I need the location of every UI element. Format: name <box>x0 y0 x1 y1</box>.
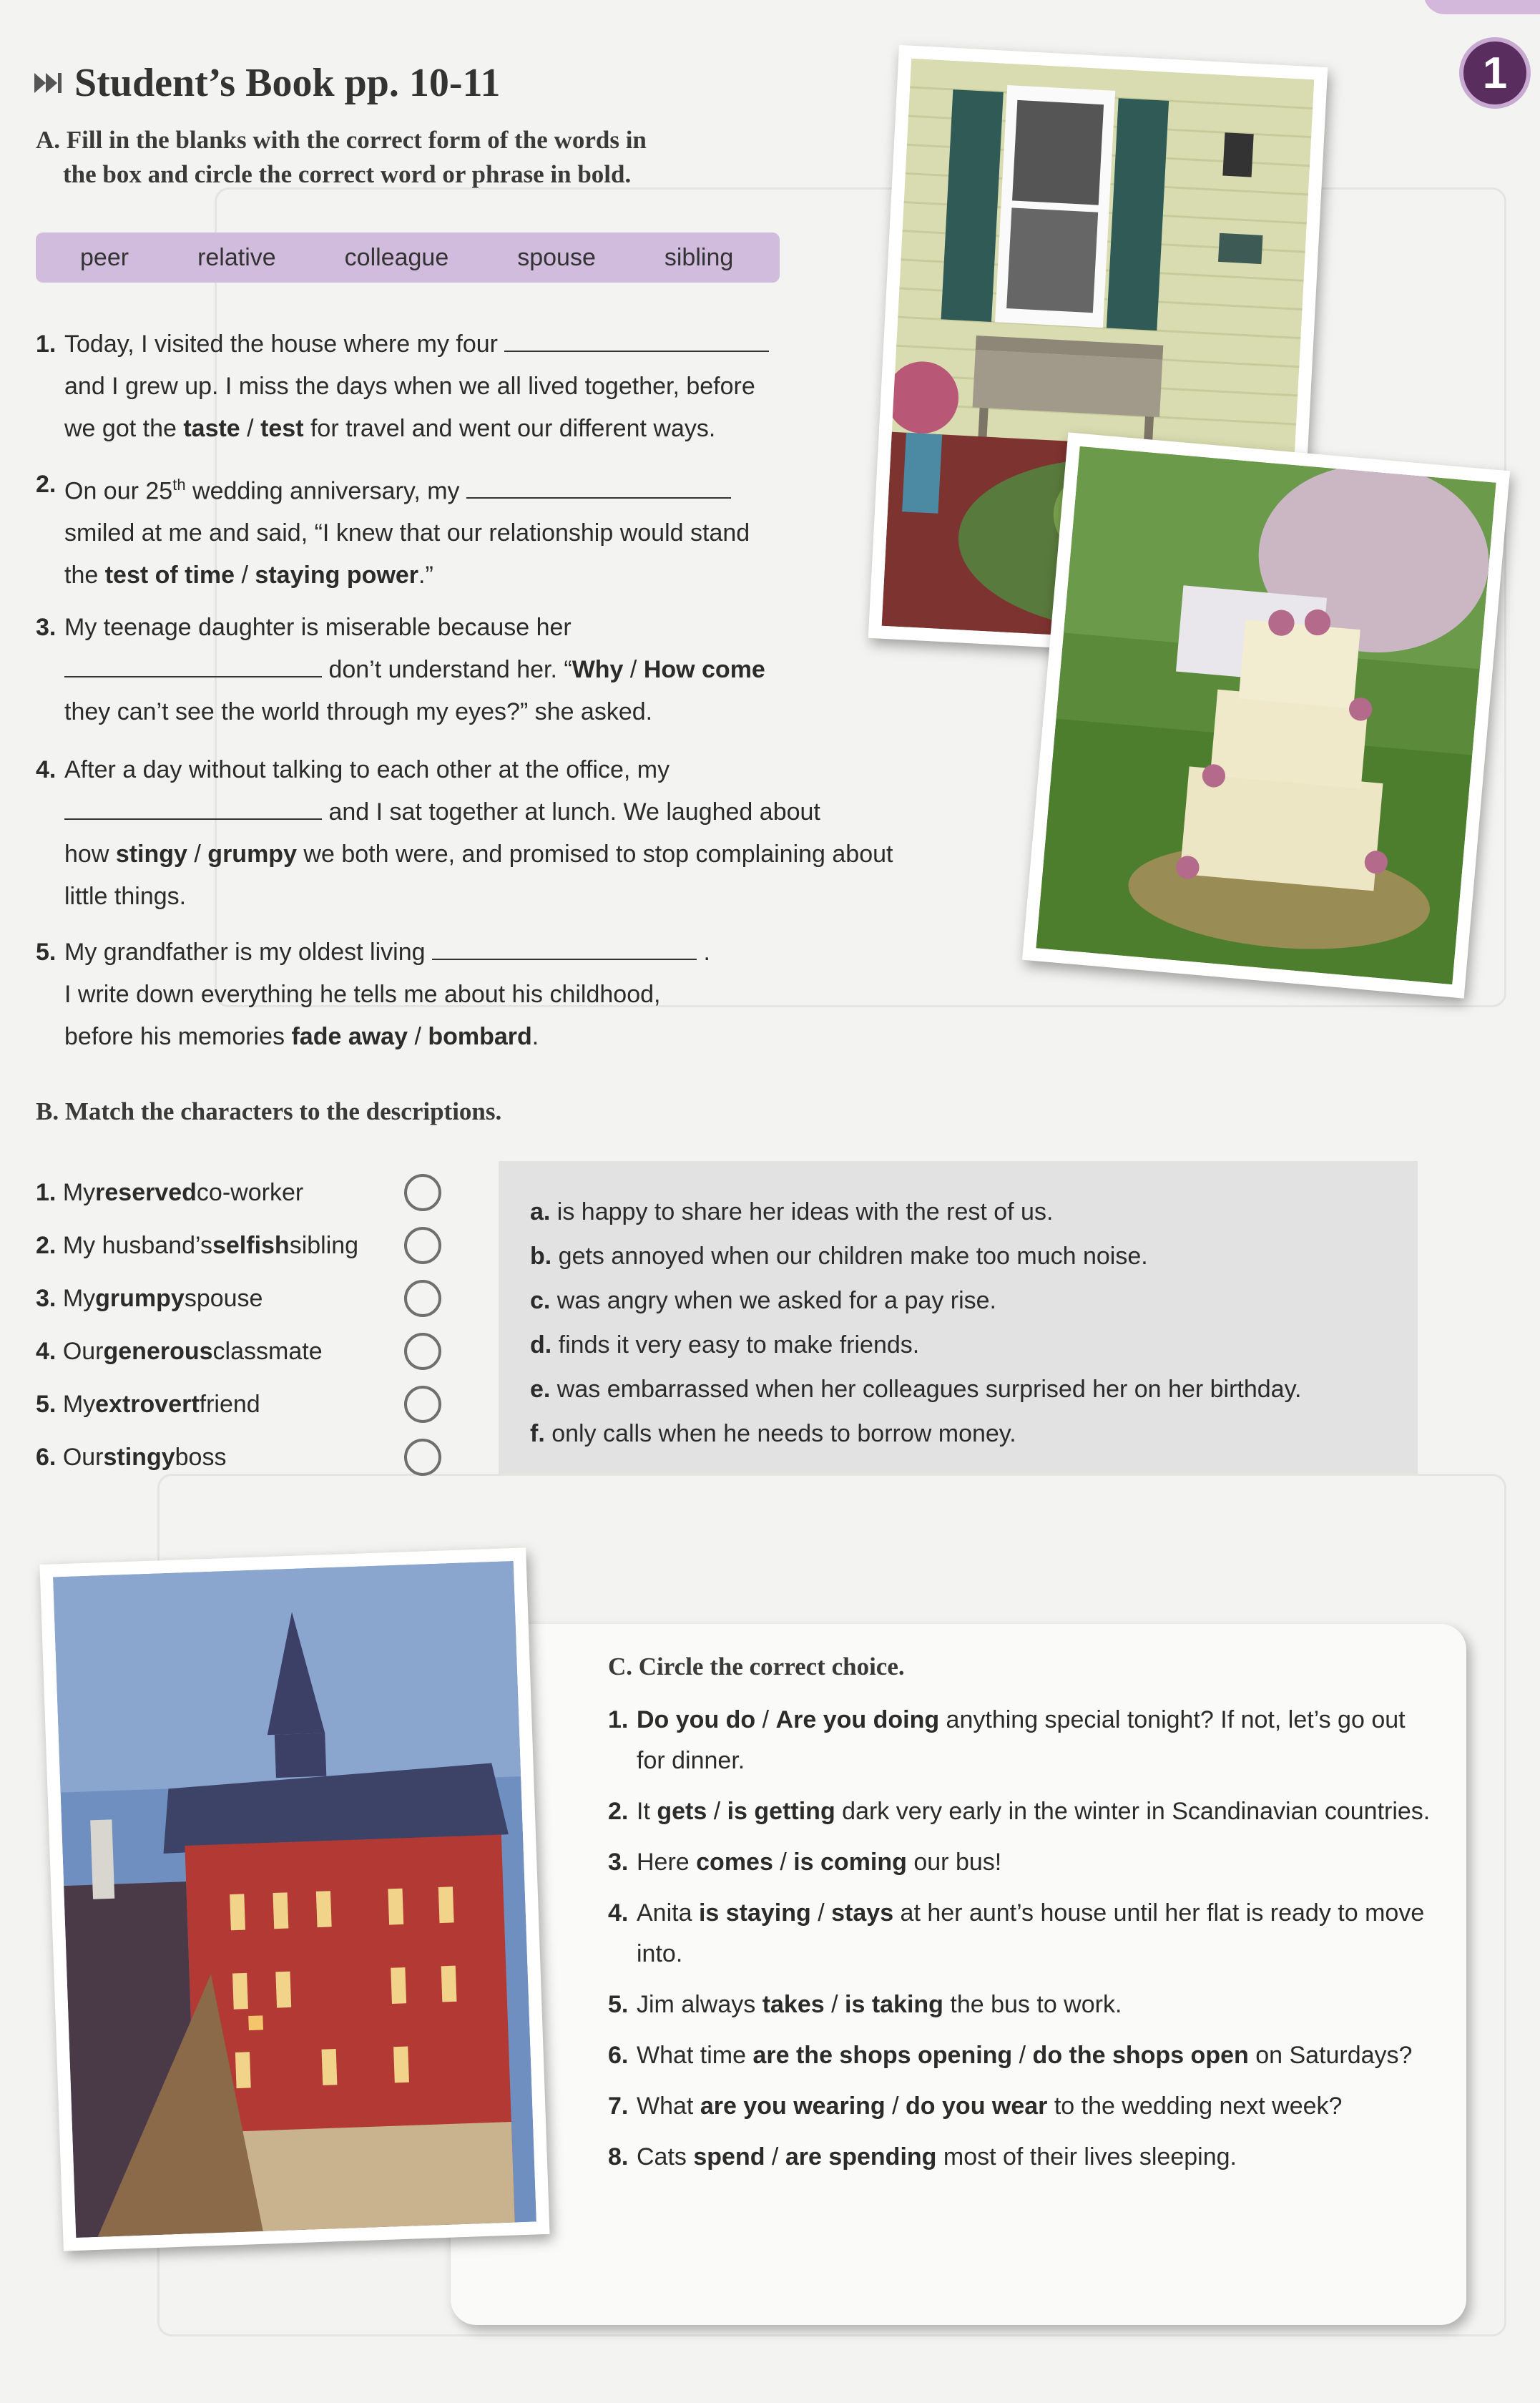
item-number: 5. <box>36 1390 57 1418</box>
question-text: / <box>707 1798 727 1825</box>
answer-circle[interactable] <box>404 1280 441 1317</box>
word-box-item: sibling <box>664 243 734 271</box>
q4-text: we both were, and promised to stop complaining about <box>296 841 893 868</box>
question-text: Anita <box>637 1899 699 1927</box>
characters-list <box>36 1166 358 1484</box>
section-c <box>608 1653 1431 2188</box>
answer-circle[interactable] <box>404 1174 441 1211</box>
question-number: 2. <box>608 1798 629 1825</box>
question-text: / <box>824 1991 845 2018</box>
question-text: / <box>885 2093 906 2120</box>
choice-separator: / <box>235 562 255 589</box>
description-text: finds it very easy to make friends. <box>551 1331 920 1359</box>
character-text: Our <box>62 1443 104 1471</box>
choice-option[interactable]: test of time <box>104 562 235 589</box>
item-number: 1. <box>36 1178 57 1206</box>
question-number: 6. <box>608 2042 629 2069</box>
choice-option[interactable]: are you wearing <box>700 2093 886 2120</box>
character-text: friend <box>199 1390 260 1418</box>
choice-option[interactable]: stingy <box>115 841 187 868</box>
character-text: My <box>62 1390 96 1418</box>
character-item <box>36 1325 358 1378</box>
choice-option[interactable]: do the shops open <box>1032 2042 1249 2069</box>
section-b-instruction: B. Match the characters to the descriptions. <box>36 1097 502 1125</box>
question-text: on Saturdays? <box>1248 2042 1413 2069</box>
character-item <box>36 1272 358 1325</box>
description-letter: a. <box>530 1198 551 1225</box>
section-c-instruction: C. Circle the correct choice. <box>608 1653 905 1680</box>
character-adjective: extrovert <box>95 1390 200 1418</box>
choice-question <box>608 1700 1431 1781</box>
q3-line1: My teenage daughter is miserable because her <box>64 614 572 641</box>
description-text: was embarrassed when her colleagues surprised her on her birthday. <box>550 1376 1302 1403</box>
choice-option[interactable]: bombard <box>428 1023 532 1050</box>
choice-separator: / <box>623 656 644 683</box>
question-number: 1. <box>36 331 57 358</box>
fill-blank-3[interactable] <box>64 655 322 677</box>
question-text: What <box>637 2093 700 2120</box>
question-number: 4. <box>36 756 57 783</box>
question-text: / <box>755 1706 776 1733</box>
choice-separator: / <box>240 415 261 442</box>
character-text: My husband’s <box>62 1231 212 1259</box>
choice-question <box>608 1842 1431 1883</box>
choice-option[interactable]: gets <box>657 1798 707 1825</box>
question-a5 <box>36 931 894 1058</box>
choice-option[interactable]: is staying <box>698 1899 811 1927</box>
descriptions-box <box>499 1161 1418 1474</box>
character-item <box>36 1166 358 1219</box>
choice-option[interactable]: taste <box>183 415 240 442</box>
character-adjective: reserved <box>95 1178 197 1206</box>
description-letter: b. <box>530 1243 552 1270</box>
item-number: 3. <box>36 1284 57 1312</box>
q4-text: how <box>64 841 116 868</box>
description-letter: d. <box>530 1331 552 1359</box>
q4-line4: little things. <box>64 883 187 910</box>
section-c-items <box>608 1700 1431 2178</box>
choice-option[interactable]: test <box>260 415 304 442</box>
question-number: 1. <box>608 1706 629 1733</box>
description-text: only calls when he needs to borrow money. <box>544 1420 1016 1447</box>
choice-option[interactable]: Are you doing <box>775 1706 940 1733</box>
q5-text: before his memories <box>64 1023 292 1050</box>
unit-badge <box>1459 37 1531 109</box>
q3-text: don’t understand her. “ <box>322 656 572 683</box>
choice-question <box>608 1893 1431 1974</box>
character-item <box>36 1378 358 1431</box>
item-number: 4. <box>36 1337 57 1365</box>
choice-option[interactable]: spend <box>693 2143 765 2170</box>
question-a3 <box>36 607 894 733</box>
wedding-cake-photo <box>1022 432 1510 998</box>
character-adjective: grumpy <box>95 1284 185 1312</box>
q2-text: On our 25 <box>64 477 173 505</box>
word-box-item: colleague <box>344 243 449 271</box>
question-text: to the wedding next week? <box>1047 2093 1343 2120</box>
description-text: gets annoyed when our children make too much noise. <box>551 1243 1148 1270</box>
choice-option[interactable]: are the shops opening <box>752 2042 1013 2069</box>
choice-question <box>608 2086 1431 2127</box>
page-title-text: Student’s Book pp. 10-11 <box>74 61 501 105</box>
q2-line2: smiled at me and said, “I knew that our relationship would stand <box>64 519 750 547</box>
question-number: 5. <box>36 939 57 966</box>
q2-superscript: th <box>172 476 186 494</box>
answer-circle[interactable] <box>404 1333 441 1370</box>
choice-question <box>608 1791 1431 1832</box>
q1-text: for travel and went our different ways. <box>303 415 716 442</box>
question-text: / <box>773 1849 794 1876</box>
question-text: anything special tonight? If not, let’s go out for dinner. <box>637 1706 1406 1774</box>
description-item <box>530 1323 1418 1367</box>
choice-option[interactable]: grumpy <box>207 841 297 868</box>
question-text: at her aunt’s house until her flat is ready to move into. <box>637 1899 1425 1967</box>
choice-option[interactable]: Do you do <box>637 1706 756 1733</box>
question-text: What time <box>637 2042 753 2069</box>
question-text: the bus to work. <box>943 1991 1122 2018</box>
description-item <box>530 1278 1418 1323</box>
word-box <box>36 233 780 283</box>
description-letter: f. <box>530 1420 545 1447</box>
question-text: / <box>765 2143 785 2170</box>
fill-blank-2[interactable] <box>466 476 731 499</box>
q2-text: wedding anniversary, my <box>185 477 460 505</box>
q5-text: . <box>703 939 710 966</box>
question-number: 2. <box>36 471 57 498</box>
choice-option[interactable]: is getting <box>727 1798 835 1825</box>
character-text: sibling <box>289 1231 359 1259</box>
q5-text: My grandfather is my oldest living <box>64 939 426 966</box>
choice-separator: / <box>187 841 208 868</box>
question-a2 <box>36 464 894 597</box>
character-adjective: stingy <box>103 1443 175 1471</box>
item-number: 6. <box>36 1443 57 1471</box>
answer-circle[interactable] <box>404 1386 441 1423</box>
question-text: Jim always <box>637 1991 762 2018</box>
question-text: Here <box>637 1849 697 1876</box>
choice-option[interactable]: Why <box>572 656 624 683</box>
q1-line1: Today, I visited the house where my four <box>64 331 499 358</box>
word-box-item: spouse <box>517 243 596 271</box>
question-number: 8. <box>608 2143 629 2170</box>
word-box-item: relative <box>197 243 276 271</box>
description-item <box>530 1367 1418 1411</box>
choice-question <box>608 2035 1431 2076</box>
q5-line2: I write down everything he tells me about his childhood, <box>64 981 661 1008</box>
character-text: classmate <box>212 1337 323 1365</box>
choice-option[interactable]: stays <box>831 1899 894 1927</box>
section-a-instruction-line2: the box and circle the correct word or phrase in bold. <box>63 160 632 188</box>
q1-line2: and I grew up. I miss the days when we all lived together, before <box>64 373 755 400</box>
choice-option[interactable]: comes <box>696 1849 773 1876</box>
character-text: boss <box>175 1443 227 1471</box>
fill-blank-5[interactable] <box>432 937 697 960</box>
question-text: It <box>637 1798 657 1825</box>
choice-option[interactable]: is taking <box>845 1991 943 2018</box>
section-a-instruction <box>36 123 647 192</box>
choice-option[interactable]: staying power <box>255 562 419 589</box>
choice-option[interactable]: takes <box>762 1991 825 2018</box>
question-text: / <box>810 1899 832 1927</box>
character-item <box>36 1431 358 1484</box>
red-building-photo <box>39 1547 549 2251</box>
question-number: 5. <box>608 1991 629 2018</box>
choice-option[interactable]: fade away <box>291 1023 408 1050</box>
question-text: Cats <box>637 2143 694 2170</box>
question-a4 <box>36 749 1037 918</box>
choice-separator: / <box>408 1023 428 1050</box>
page-title <box>34 60 500 106</box>
character-text: co-worker <box>196 1178 304 1206</box>
question-text: / <box>1012 2042 1033 2069</box>
character-item <box>36 1219 358 1272</box>
character-text: My <box>62 1284 96 1312</box>
fill-blank-4[interactable] <box>64 797 322 820</box>
character-text: spouse <box>184 1284 263 1312</box>
fill-blank-1[interactable] <box>504 329 769 352</box>
description-letter: c. <box>530 1287 551 1314</box>
question-number: 4. <box>608 1899 629 1927</box>
description-text: is happy to share her ideas with the rest of us. <box>550 1198 1054 1225</box>
description-item <box>530 1190 1418 1234</box>
choice-question <box>608 1984 1431 2025</box>
description-item <box>530 1411 1418 1456</box>
q3-line3: they can’t see the world through my eyes?” she asked. <box>64 698 653 725</box>
q2-text: the <box>64 562 105 589</box>
answer-circle[interactable] <box>404 1227 441 1264</box>
q4-text: and I sat together at lunch. We laughed about <box>322 798 820 826</box>
choice-question <box>608 2137 1431 2178</box>
description-letter: e. <box>530 1376 551 1403</box>
character-text: Our <box>62 1337 104 1365</box>
q4-line1: After a day without talking to each other at the office, my <box>64 756 670 783</box>
q5-text: . <box>531 1023 539 1050</box>
q1-text: we got the <box>64 415 184 442</box>
choice-option[interactable]: do you wear <box>906 2093 1048 2120</box>
question-text: our bus! <box>906 1849 1002 1876</box>
question-number: 3. <box>36 614 57 641</box>
choice-option[interactable]: are spending <box>785 2143 937 2170</box>
description-item <box>530 1234 1418 1278</box>
character-text: My <box>62 1178 96 1206</box>
description-text: was angry when we asked for a pay rise. <box>550 1287 996 1314</box>
corner-decoration <box>1423 0 1540 14</box>
question-text: most of their lives sleeping. <box>936 2143 1237 2170</box>
answer-circle[interactable] <box>404 1439 441 1476</box>
section-a-instruction-line1: A. Fill in the blanks with the correct form of the words in <box>36 126 647 154</box>
choice-option[interactable]: How come <box>643 656 765 683</box>
character-adjective: generous <box>103 1337 213 1365</box>
word-box-item: peer <box>80 243 129 271</box>
q2-text: .” <box>418 562 433 589</box>
question-number: 7. <box>608 2093 629 2120</box>
question-text: dark very early in the winter in Scandinavian countries. <box>835 1798 1431 1825</box>
question-number: 3. <box>608 1849 629 1876</box>
question-a1 <box>36 323 858 450</box>
item-number: 2. <box>36 1231 57 1259</box>
choice-option[interactable]: is coming <box>793 1849 907 1876</box>
character-adjective: selfish <box>212 1231 290 1259</box>
unit-number: 1 <box>1482 48 1508 98</box>
fast-forward-icon <box>34 73 63 93</box>
